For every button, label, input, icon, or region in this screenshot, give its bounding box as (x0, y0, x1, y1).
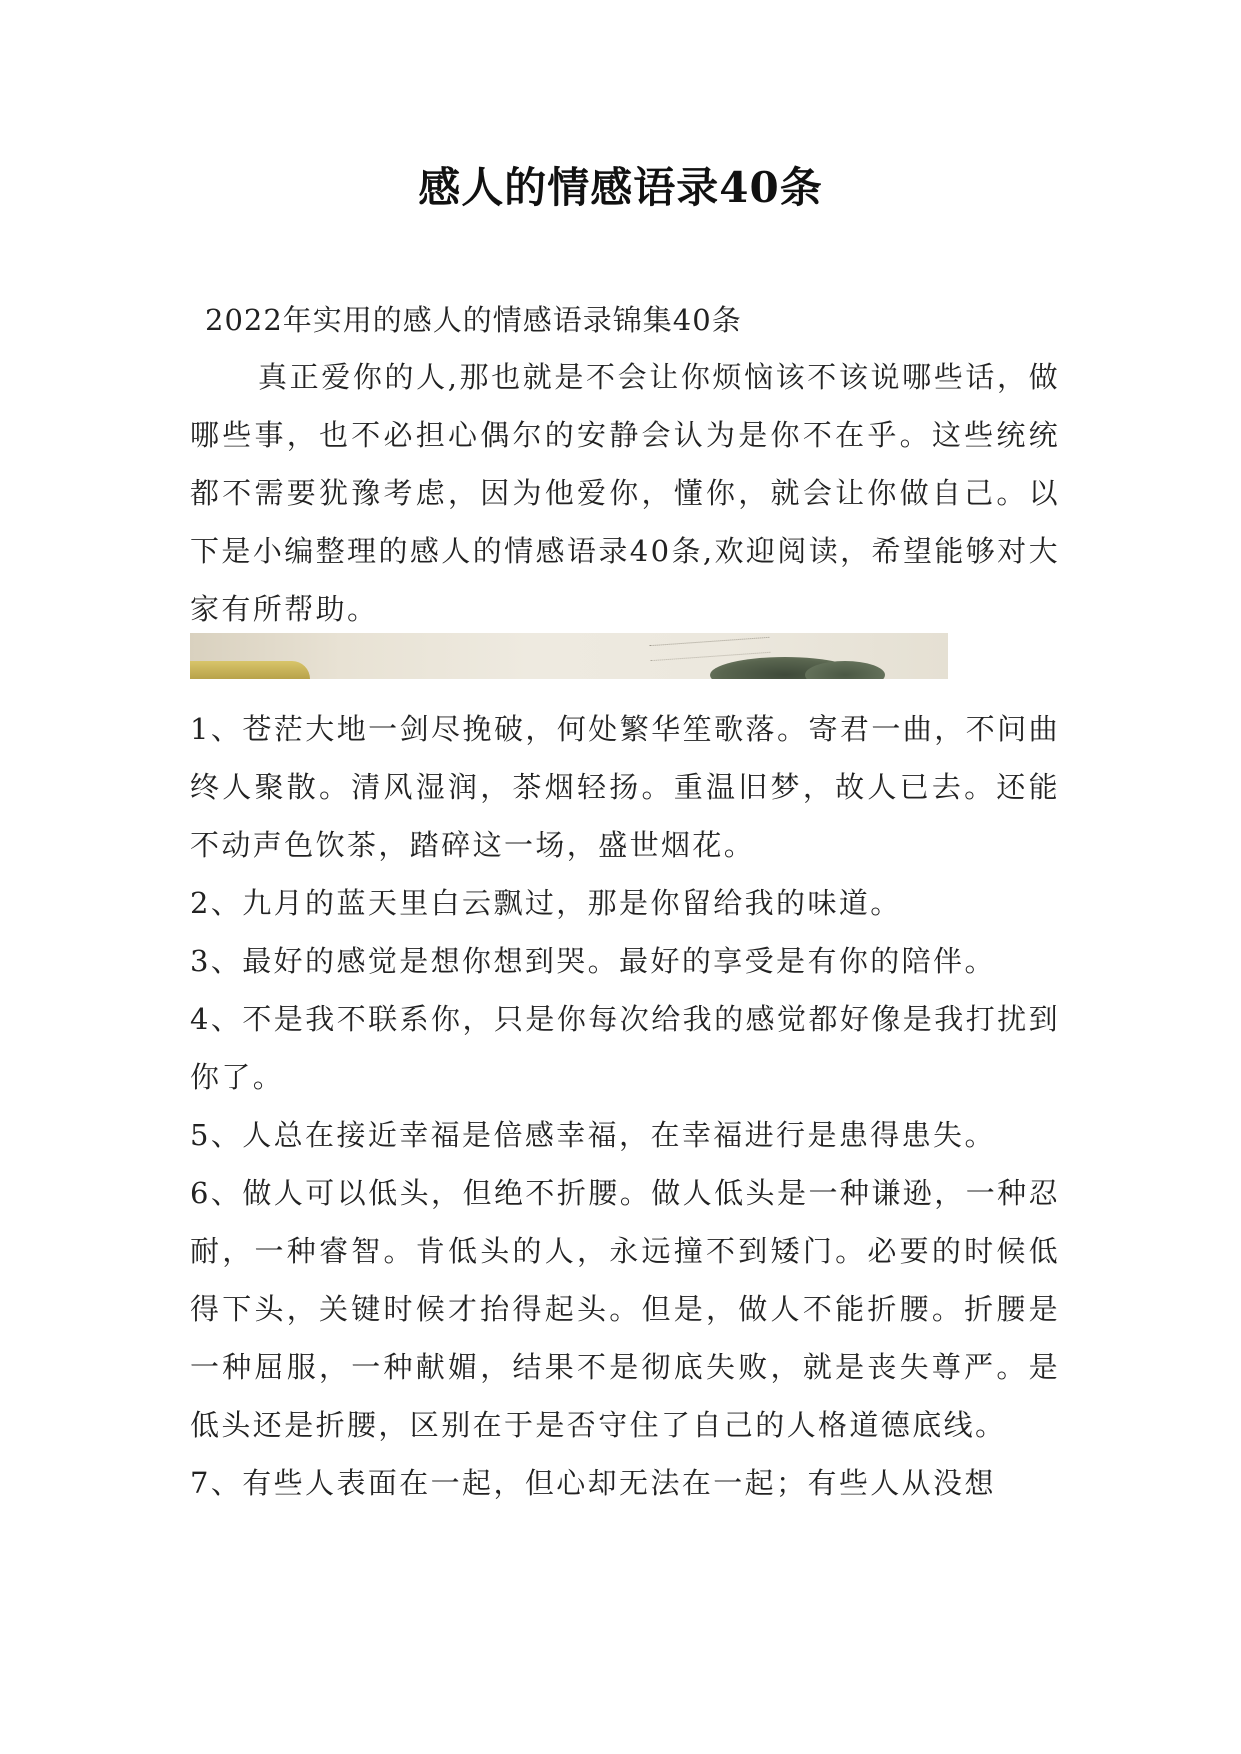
quote-item: 3、最好的感觉是想你想到哭。最好的享受是有你的陪伴。 (190, 944, 996, 978)
document-title: 感人的情感语录40条 (418, 163, 823, 212)
quote-item: 7、有些人表面在一起，但心却无法在一起；有些人从没想 (190, 1466, 996, 1500)
quote-item: 6、做人可以低头，但绝不折腰。做人低头是一种谦逊，一种忍耐，一种睿智。肯低头的人，永远撞不到矮门。必要的时候低得下头，关键时候才抬得起头。但是，做人不能折腰。折腰是一种屈服，一种献媚，结果不是彻底失败，就是丧失尊严。是低头还是折腰，区别在于是否守住了自己的人格道德底线。 (190, 1176, 1060, 1442)
photo-yellow-shape (190, 661, 310, 679)
quote-item: 2、九月的蓝天里白云飘过，那是你留给我的味道。 (190, 886, 902, 920)
photo-leaf-shape-small (805, 661, 885, 679)
quote-list (190, 700, 1060, 1512)
quote-item: 5、人总在接近幸福是倍感幸福，在幸福进行是患得患失。 (190, 1118, 996, 1152)
quote-item: 4、不是我不联系你，只是你每次给我的感觉都好像是我打扰到你了。 (190, 1002, 1060, 1094)
document-subtitle: 2022年实用的感人的情感语录锦集40条 (205, 303, 742, 337)
quote-item: 1、苍茫大地一剑尽挽破，何处繁华笙歌落。寄君一曲，不问曲终人聚散。清风湿润，茶烟轻扬。重温旧梦，故人已去。还能不动声色饮茶，踏碎这一场，盛世烟花。 (190, 712, 1060, 862)
intro-paragraph: 真正爱你的人,那也就是不会让你烦恼该不该说哪些话，做哪些事，也不必担心偶尔的安静会认为是你不在乎。这些统统都不需要犹豫考虑，因为他爱你，懂你，就会让你做自己。以下是小编整理的感人的情感语录40条,欢迎阅读，希望能够对大家有所帮助。 (190, 360, 1060, 626)
photo-handwriting (650, 637, 771, 661)
decorative-photo (190, 633, 948, 679)
